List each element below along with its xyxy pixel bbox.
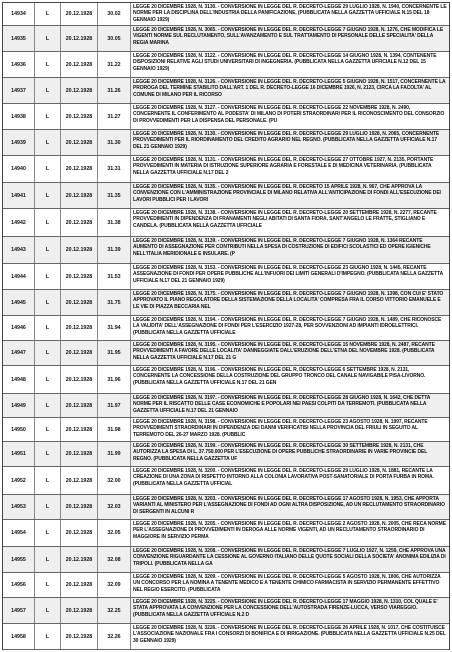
table-row[interactable] — [3, 573, 449, 598]
record-number: 14950 — [3, 418, 35, 441]
record-code: 31.95 — [98, 341, 131, 365]
description-text: LEGGE 20 DICEMBRE 1928, N. 3196. - CONVERSIONE IN LEGGE DEL R. DECRETO-LEGGE 6 SETTEMBRE 1928, N. 2131, CONCERNENTE LA CONCESSIONE DELLA COSTRUZIONE DEL GRUPPO TRONCO DEL CANALE NAVIGABILE PISA-LIVORNO. (PUBBLICATA NELLA GAZZETTA UFFICIALE N.17 DEL 21 GEN — [133, 367, 426, 386]
record-code: 31.38 — [98, 209, 131, 236]
record-description — [131, 316, 449, 340]
table-row[interactable] — [3, 26, 449, 52]
record-description — [131, 598, 449, 623]
record-type: L — [35, 442, 61, 466]
record-code: 32.05 — [98, 520, 131, 546]
record-number: 14948 — [3, 366, 35, 393]
record-code: 32.26 — [98, 624, 131, 649]
record-date: 20.12.1928 — [61, 183, 98, 208]
description-text: LEGGE 20 DICEMBRE 1928, N. 3131. - CONVERSIONE IN LEGGE DEL R. DECRETO-LEGGE 27 OTTOBRE 1927, N. 2135, PORTANTE PROVVEDIMENTI IN MATERIA DI ISTRUZIONE SUPERIORE AGRARIA E FORESTALE E DI MEDICINA VETERINARIA. (PUBBLICATA NELLA GAZZETTA UFFICIALE N.17 DEL 2 — [133, 157, 434, 176]
description-text: LEGGE 20 DICEMBRE 1928, N. 3208. - CONVERSIONE IN LEGGE DEL R. DECRETO-LEGGE 7 LUGLIO 1927, N. 1259, CHE APPROVA UNA CONVENZIONE RIGUARDANTE LA CESSIONE AL GOVERNO ITALIANO DELLE QUOTE SOCIALI DELLA SOCIETA' ANONIMA EDILIZIA DI TRIPOLI. (PUBBLICATA NELLA GA — [133, 548, 446, 567]
record-date: 20.12.1928 — [61, 624, 98, 649]
record-date: 20.12.1928 — [61, 573, 98, 597]
record-type: L — [35, 237, 61, 263]
table-row[interactable] — [3, 316, 449, 341]
record-date: 20.12.1928 — [61, 26, 98, 51]
table-row[interactable] — [3, 156, 449, 183]
table-row[interactable] — [3, 495, 449, 520]
record-description — [131, 394, 449, 417]
record-code: 32.03 — [98, 495, 131, 519]
description-text: LEGGE 20 DICEMBRE 1928, N. 3138. - CONVERSIONE IN LEGGE DEL R. DECRETO-LEGGE 20 SETTEMBRE 1928, N. 2277, RECANTE PROVVEDIMENTI IN DIPENDENZA DI FRANAMENTI NEGLI ABITATI DI SANTA FIORA, SANT'ANGELO LE FRATTE, STIGLIANO E CANDELA. (PUBBLICATA NELLA GAZZETTA UFFICIALE — [133, 210, 437, 229]
description-text: LEGGE 20 DICEMBRE 1928, N. 3205. - CONVERSIONE IN LEGGE DEL R. DECRETO-LEGGE 2 AGOSTO 1928, N. 2005, CHE RECA NORME PER L'ASSEGNAZIONE DI PROVVEDIMENTI IN DEROGA ALLE NORME VIGENTI, AD UN RECLUTAMENTO STRAORDINARIO DI MAGGIORE IN SERVIZIO PERMA — [133, 521, 446, 540]
record-description — [131, 573, 449, 597]
description-text: LEGGE 20 DICEMBRE 1928, N. 3226. - CONVERSIONE IN LEGGE DEL R. DECRETO-LEGGE 26 APRILE 1928, N. 1017, CHE COSTITUISCE L'ASSOCIAZIONE NAZIONALE FRA I CONSORZI DI BONIFICA E DI IRRIGAZIONE. (PUBBLICATA NELLA GAZZETTA UFFICIALE N.25 DEL 30 GENNAIO 1929) — [133, 625, 446, 644]
record-description — [131, 237, 449, 263]
description-text: LEGGE 20 DICEMBRE 1928, N. 3153. - CONVERSIONE IN LEGGE DEL R. DECRETO-LEGGE 23 GIUGNO 1928, N. 1445, RECANTE ASSEGNAZIONE DI FONDI PER OPERE PUBBLICHE ALL'INFUORI DEI LIMITI GENERALI D'IMPEGNO. (PUBBLICATA NELLA GAZZETTA UFFICIALE N.17 DEL 21 GENNAIO 1929) — [133, 265, 443, 284]
record-number: 14958 — [3, 624, 35, 649]
table-row[interactable] — [3, 264, 449, 290]
record-description — [131, 3, 449, 25]
record-description — [131, 104, 449, 129]
record-description — [131, 418, 449, 441]
table-row[interactable] — [3, 442, 449, 467]
record-type: L — [35, 573, 61, 597]
record-date: 20.12.1928 — [61, 598, 98, 623]
record-date: 20.12.1928 — [61, 209, 98, 236]
record-number: 14940 — [3, 156, 35, 182]
record-type: L — [35, 624, 61, 649]
record-code: 31.35 — [98, 183, 131, 208]
record-date: 20.12.1928 — [61, 78, 98, 103]
record-code: 31.27 — [98, 104, 131, 129]
description-text: LEGGE 20 DICEMBRE 1928, N. 3130. - CONVERSIONE IN LEGGE DEL R. DECRETO-LEGGE 29 LUGLIO 1928, N. 2065, CONCERNENTE PROVVEDIMENTI PER IL RIORDINAMENTO DEL CREDITO AGRARIO NEL REGNO. (PUBBLICATA NELLA GAZZETTA UFFICIALE N.17 DEL 21 GENNAIO 1929) — [133, 131, 440, 150]
table-row[interactable] — [3, 52, 449, 78]
table-row[interactable] — [3, 341, 449, 366]
record-number: 14944 — [3, 264, 35, 289]
record-date: 20.12.1928 — [61, 316, 98, 340]
record-description — [131, 520, 449, 546]
record-description — [131, 467, 449, 494]
description-text: LEGGE 20 DICEMBRE 1928, N. 3127. - CONVERSIONE IN LEGGE DEL R. DECRETO-LEGGE 22 NOVEMBRE 1928, N. 2490, CONCERNENTE IL CONFERIMENTO AL PODESTA' DI MILANO DI POTERI STRAORDINARI PER IL RICONOSCIMENTO DEL CONSORZIO DI PROVVEDIMENTI PER LA DISPENSA DEL PERSONALE. (PU — [133, 105, 445, 124]
record-number: 14955 — [3, 547, 35, 572]
record-date: 20.12.1928 — [61, 366, 98, 393]
record-date: 20.12.1928 — [61, 495, 98, 519]
record-date: 20.12.1928 — [61, 264, 98, 289]
record-date: 20.12.1928 — [61, 52, 98, 77]
record-date: 20.12.1928 — [61, 418, 98, 441]
record-type: L — [35, 156, 61, 182]
record-description — [131, 547, 449, 572]
record-code: 31.94 — [98, 316, 131, 340]
record-date: 20.12.1928 — [61, 520, 98, 546]
record-code: 31.31 — [98, 156, 131, 182]
record-code: 31.26 — [98, 78, 131, 103]
record-type: L — [35, 104, 61, 129]
record-description — [131, 495, 449, 519]
record-description — [131, 183, 449, 208]
record-description — [131, 130, 449, 155]
record-type: L — [35, 183, 61, 208]
record-date: 20.12.1928 — [61, 341, 98, 365]
record-number: 14943 — [3, 237, 35, 263]
record-date: 20.12.1928 — [61, 290, 98, 315]
record-type: L — [35, 52, 61, 77]
legislation-table — [2, 2, 450, 650]
record-type: L — [35, 366, 61, 393]
record-code: 31.98 — [98, 418, 131, 441]
table-row[interactable] — [3, 104, 449, 130]
record-type: L — [35, 130, 61, 155]
record-type: L — [35, 316, 61, 340]
record-code: 31.97 — [98, 394, 131, 417]
record-description — [131, 341, 449, 365]
description-text: LEGGE 20 DICEMBRE 1928, N. 3198. - CONVERSIONE IN LEGGE DEL R. DECRETO-LEGGE 23 AGOSTO 1928, N. 1997, RECANTE PROVVEDIMENTI STRAORDINARI IN DIPENDENZA DEI DANNI VERIFICATISI NELLA PROVINCIA DEL FRIULI IN SEGUITO AL TERREMOTO DEL 26-27 MARZO 1928. (PUBBLIC — [133, 419, 428, 438]
record-date: 20.12.1928 — [61, 394, 98, 417]
record-number: 14957 — [3, 598, 35, 623]
table-row[interactable] — [3, 624, 449, 650]
record-type: L — [35, 264, 61, 289]
description-text: LEGGE 20 DICEMBRE 1928, N. 3199. - CONVERSIONE IN LEGGE DEL R. DECRETO-LEGGE 30 SETTEMBRE 1928, N. 2131, CHE AUTORIZZA LA SPESA DI L. 37.750.000 PER L'ESECUZIONE DI OPERE PUBBLICHE STRAORDINARIE IN VARIE PROVINCIE DEL REGNO. (PUBBLICATA NELLA GAZZETTA UF — [133, 443, 428, 462]
description-text: LEGGE 20 DICEMBRE 1928, N. 3200. - CONVERSIONE IN LEGGE DEL R. DECRETO-LEGGE 29 LUGLIO 1928, N. 1881, RECANTE LA CREAZIONE DI UNA ZONA DI RISPETTO INTORNO ALLA COLONIA LAVORATIVA POST-SANATORIALE DI PORTA FURBA IN ROMA. (PUBBLICATA NELLA GAZZETTA UFFICIAL — [133, 468, 434, 487]
description-text: LEGGE 20 DICEMBRE 1928, N. 3139. - CONVERSIONE IN LEGGE DEL R. DECRETO-LEGGE 7 GIUGNO 1928, N. 1364 RECANTE AUMENTO DI ASSEGNAZIONE PER CONTRIBUTI NELLA SPESA DI COSTRUZIONE DI EDIFICI SCOLASTICI ED OPERE IGIENICHE NELL'ITALIA MERIDIONALE E INSULARE. (P — [133, 238, 431, 257]
record-number: 14942 — [3, 209, 35, 236]
record-number: 14935 — [3, 26, 35, 51]
record-code: 32.08 — [98, 547, 131, 572]
record-type: L — [35, 418, 61, 441]
record-number: 14936 — [3, 52, 35, 77]
record-description — [131, 209, 449, 236]
description-text: LEGGE 20 DICEMBRE 1928, N. 3194. - CONVERSIONE IN LEGGE DEL R. DECRETO-LEGGE 7 GIUGNO 1928, N. 1489, CHE RICONOSCE LA VALIDITA' DELL'ASSEGNAZIONE DI FONDI PER L'ESERCIZIO 1927-28, PER SOVVENZIONI AD IMPIANTI IDROELETTRICI. (PUBBLICATA NELLA GAZZETTA UFFICIALE — [133, 317, 442, 336]
record-number: 14949 — [3, 394, 35, 417]
record-type: L — [35, 341, 61, 365]
record-description — [131, 624, 449, 649]
description-text: LEGGE 20 DICEMBRE 1928, N. 3126. - CONVERSIONE IN LEGGE DEL R. DECRETO-LEGGE 5 GIUGNO 1928, N. 1517, CONCERNENTE LA PROROGA DEL TERMINE STABILITO DALL'ART. 1 DEL R. DECRETO-LEGGE 16 DICEMBRE 1926, N. 2123, CIRCA LA FACOLTA' AL COMUNE DI MILANO PER IL RICORSO — [133, 79, 446, 98]
record-description — [131, 290, 449, 315]
table-row[interactable] — [3, 3, 449, 26]
record-code: 30.05 — [98, 26, 131, 51]
record-type: L — [35, 290, 61, 315]
record-date: 20.12.1928 — [61, 467, 98, 494]
record-code: 31.30 — [98, 130, 131, 155]
record-type: L — [35, 78, 61, 103]
record-date: 20.12.1928 — [61, 237, 98, 263]
record-type: L — [35, 467, 61, 494]
table-row[interactable] — [3, 237, 449, 264]
description-text: LEGGE 20 DICEMBRE 1928, N. 3130. - CONVERSIONE IN LEGGE DEL R. DECRETO-LEGGE 29 LUGLIO 1928, N. 1940, CONCERNENTE LE NORME PER LA DISCIPLINA DELL'INDUSTRIA DELLA PANIFICAZIONE. (PUBBLICATA NELLA GAZZETTA UFFICIALE N.15 DEL 18 GENNAIO 1929) — [133, 4, 447, 23]
description-text: LEGGE 20 DICEMBRE 1928, N. 3122. - CONVERSIONE IN LEGGE DEL R. DECRETO-LEGGE 14 GIUGNO 1928, N. 1394, CONTENENTE DISPOSIZIONI RELATIVE AGLI STUDI UNIVERSITARI DI INGEGNERIA. (PUBBLICATA NELLA GAZZETTA UFFICIALE N.12 DEL 15 GENNAIO 1929) — [133, 53, 437, 72]
record-number: 14945 — [3, 290, 35, 315]
record-date: 20.12.1928 — [61, 442, 98, 466]
record-code: 31.75 — [98, 290, 131, 315]
record-date: 20.12.1928 — [61, 547, 98, 572]
description-text: LEGGE 20 DICEMBRE 1928, N. 3135. - CONVERSIONE IN LEGGE DEL R. DECRETO 15 APRILE 1928, N. 967, CHE APPROVA LA CONVENZIONE CON L'AMMINISTRAZIONE PROVINCIALE DI MILANO RELATIVA ALL'ANTICIPAZIONE DI FONDI ALL'ESECUZIONE DEI LAVORI PUBBLICI PER I LAVORI — [133, 184, 441, 203]
record-number: 14937 — [3, 78, 35, 103]
record-type: L — [35, 394, 61, 417]
record-date: 20.12.1928 — [61, 104, 98, 129]
record-number: 14953 — [3, 495, 35, 519]
record-code: 32.25 — [98, 598, 131, 623]
record-code: 31.22 — [98, 52, 131, 77]
record-code: 31.39 — [98, 237, 131, 263]
description-text: LEGGE 20 DICEMBRE 1928, N. 3065. - CONVERSIONE IN LEGGE DEL R. DECRETO-LEGGE 7 GIUGNO 1928, N. 1276, CHE MODIFICA LE VIGENTI NORME SUL RECLUTAMENTO, SULL'AVANZAMENTO E SUL TRATTAMENTO DI PERSONALE DELLE SPECIALITA' DELLA REGIA MARINA — [133, 27, 444, 46]
table-row[interactable] — [3, 547, 449, 573]
table-row[interactable] — [3, 130, 449, 156]
description-text: LEGGE 20 DICEMBRE 1928, N. 3195. - CONVERSIONE IN LEGGE DEL R. DECRETO-LEGGE 15 NOVEMBRE 1928, N. 2487, RECANTE PROVVEDIMENTI A FAVORE DELLE LOCALITA' DANNEGGIATE DALL'ERUZIONE DELL'ETNA DEL NOVEMBRE 1928. (PUBBLICATA NELLA GAZZETTA UFFICIALE N.17 DEL 21 G — [133, 342, 435, 361]
record-number: 14939 — [3, 130, 35, 155]
record-date: 20.12.1928 — [61, 156, 98, 182]
record-type: L — [35, 26, 61, 51]
record-type: L — [35, 520, 61, 546]
description-text: LEGGE 20 DICEMBRE 1928, N. 3197. - CONVERSIONE IN LEGGE DEL R. DECRETO-LEGGE 28 GIUGNO 1928, N. 1642, CHE DETTA NORME PER IL RISCATTO DELLE CASE ECONOMICHE E POPOLARI NEI PAESI COLPITI DA TERREMOTI. (PUBBLICATA NELLA GAZZETTA UFFICIALE N.17 DEL 21 GENNAIO — [133, 395, 431, 414]
record-code: 32.00 — [98, 467, 131, 494]
record-type: L — [35, 598, 61, 623]
record-code: 31.53 — [98, 264, 131, 289]
table-row[interactable] — [3, 366, 449, 394]
record-type: L — [35, 495, 61, 519]
record-description — [131, 26, 449, 51]
record-number: 14947 — [3, 341, 35, 365]
description-text: LEGGE 20 DICEMBRE 1928, N. 3175. - CONVERSIONE IN LEGGE DEL R. DECRETO-LEGGE 7 GIUGNO 1928, N. 1398, CON CUI E' STATO APPROVATO IL PIANO REGOLATORE DELLA SISTEMAZIONE DELLA LOCALITA' COMPRESA FRA IL CORSO VITTORIO EMANUELE E LE VIE DI PIAZZA BECCARIA NEL — [133, 291, 444, 310]
record-code: 31.96 — [98, 366, 131, 393]
table-row[interactable] — [3, 78, 449, 104]
record-type: L — [35, 209, 61, 236]
record-number: 14956 — [3, 573, 35, 597]
table-row[interactable] — [3, 209, 449, 237]
record-code: 31.99 — [98, 442, 131, 466]
table-row[interactable] — [3, 183, 449, 209]
record-number: 14951 — [3, 442, 35, 466]
table-row[interactable] — [3, 418, 449, 442]
record-number: 14941 — [3, 183, 35, 208]
table-row[interactable] — [3, 467, 449, 495]
record-number: 14938 — [3, 104, 35, 129]
record-code: 30.02 — [98, 3, 131, 25]
record-description — [131, 78, 449, 103]
record-code: 32.09 — [98, 573, 131, 597]
record-description — [131, 442, 449, 466]
record-number: 14946 — [3, 316, 35, 340]
table-row[interactable] — [3, 520, 449, 547]
table-row[interactable] — [3, 394, 449, 418]
record-description — [131, 264, 449, 289]
record-description — [131, 156, 449, 182]
record-number: 14954 — [3, 520, 35, 546]
record-type: L — [35, 547, 61, 572]
table-row[interactable] — [3, 598, 449, 624]
record-number: 14952 — [3, 467, 35, 494]
record-date: 20.12.1928 — [61, 130, 98, 155]
description-text: LEGGE 20 DICEMBRE 1928, N. 3209. - CONVERSIONE IN LEGGE DEL R. DECRETO-LEGGE 5 AGOSTO 1928, N. 1806, CHE AUTORIZZA UN CONCORSO PER LA NOMINA A TENENTE MEDICO E A TENENTE CHIMICO FARMACISTA IN SERVIZIO PERMANENTE EFFETTIVO NEL REGIO ESERCITO. (PUBBLICATA — [133, 574, 441, 593]
record-number: 14934 — [3, 3, 35, 25]
record-date: 20.12.1928 — [61, 3, 98, 25]
record-description — [131, 52, 449, 77]
record-type: L — [35, 3, 61, 25]
table-row[interactable] — [3, 290, 449, 316]
record-description — [131, 366, 449, 393]
description-text: LEGGE 20 DICEMBRE 1928, N. 3203. - CONVERSIONE IN LEGGE DEL R. DECRETO-LEGGE 17 AGOSTO 1928, N. 1953, CHE APPORTA VARIANTI AL MINISTERO PER L'ASSEGNAZIONE DI FONDI AD OGNI ALTRA DISPOSIZIONE, AD UN RECLUTAMENTO STRAORDINARIO DI SERGENTI IN ALCUNI R — [133, 496, 445, 515]
description-text: LEGGE 20 DICEMBRE 1928, N. 3225. - CONVERSIONE IN LEGGE DEL R. DECRETO-LEGGE 17 MAGGIO 1928, N. 1310, COL QUALE E' STATA APPROVATA LA CONVENZIONE PER LA CONCESSIONE DELL'AUTOSTRADA FIRENZE-LUCCA, VERSO VIAREGGIO. (PUBBLICATA NELLA GAZZETTA UFFICIALE N.2 D — [133, 599, 438, 618]
